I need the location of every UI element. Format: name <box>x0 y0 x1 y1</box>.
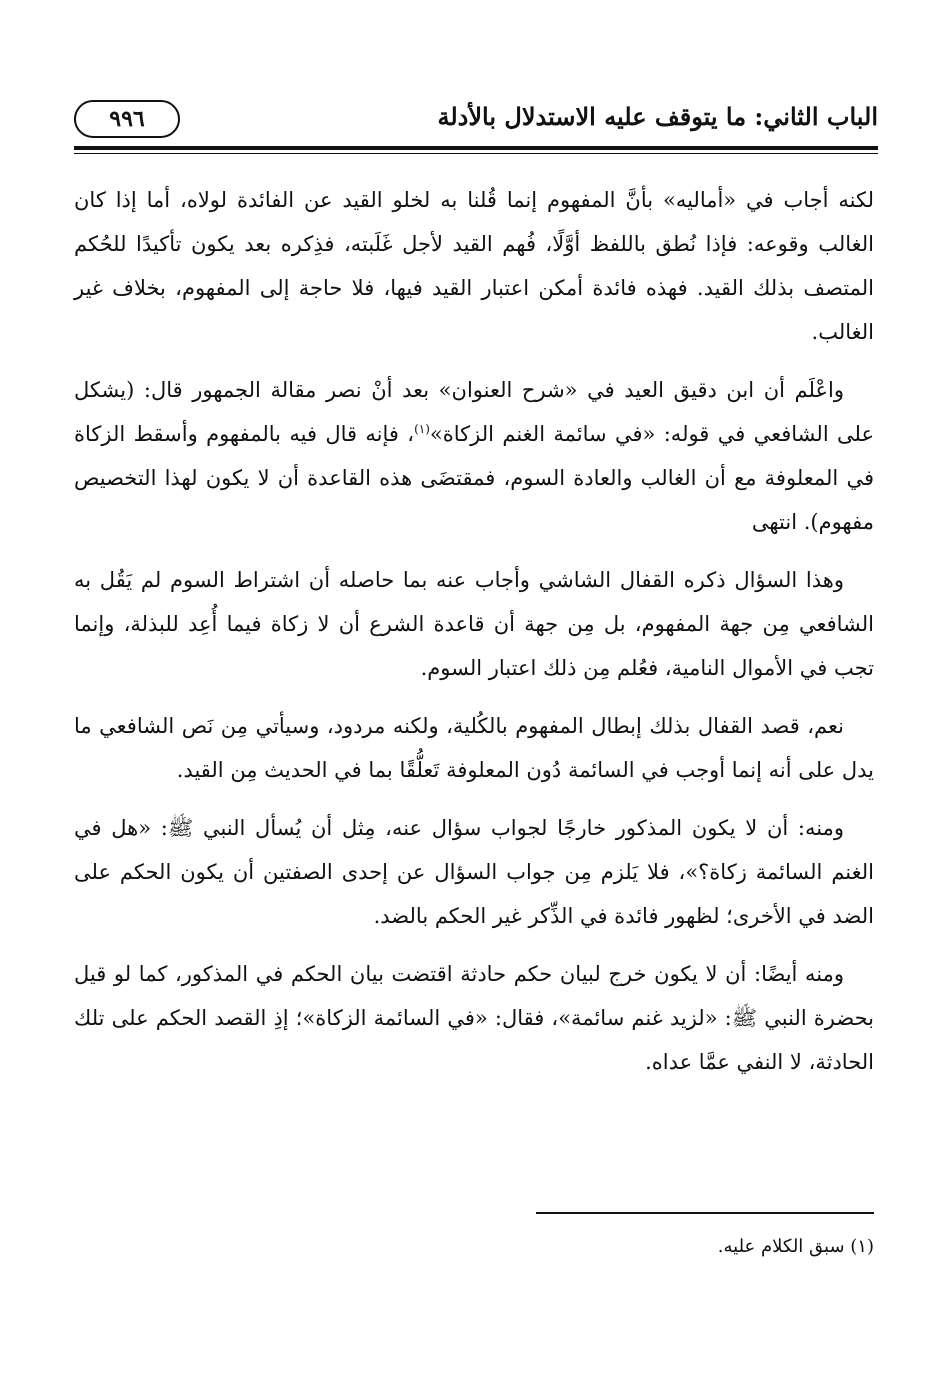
paragraph-4: نعم، قصد القفال بذلك إبطال المفهوم بالكُلية، ولكنه مردود، وسيأتي مِن نَص الشافعي ما يدل على أنه إنما أوجب في السائمة دُون المعلوفة تَعلُّقًا بما في الحديث مِن القيد. <box>74 714 874 782</box>
footnote-text: (١) سبق الكلام عليه. <box>717 1236 874 1257</box>
paragraph-3: وهذا السؤال ذكره القفال الشاشي وأجاب عنه بما حاصله أن اشتراط السوم لم يَقُل به الشافعي مِن جهة المفهوم، بل مِن جهة أن قاعدة الشرع أن لا زكاة فيما أُعِد للبذلة، وإنما تجب في الأموال النامية، فعُلم مِن ذلك اعتبار السوم. <box>74 568 874 680</box>
footnote-separator <box>536 1212 874 1214</box>
paragraph-6: ومنه أيضًا: أن لا يكون خرج لبيان حكم حادثة اقتضت بيان الحكم في المذكور، كما لو قيل بحضرة النبي ﷺ: «لزيد غنم سائمة»، فقال: «في السائمة الزكاة»؛ إذِ القصد الحكم على تلك الحادثة، لا النفي عمَّا عداه. <box>74 962 874 1074</box>
header-rule-thin <box>74 153 878 154</box>
paragraph-1: لكنه أجاب في «أماليه» بأنَّ المفهوم إنما قُلنا به لخلو القيد عن الفائدة لولاه، أما إذا كان الغالب وقوعه: فإذا نُطق باللفظ أوَّلًا، فُهم القيد لأجل غَلَبته، فذِكره بعد يكون تأكيدًا للحُكم المتصف بذلك القيد. فهذه فائدة أمكن اعتبار القيد فيها، فلا حاجة إلى المفهوم، بخلاف غير الغالب. <box>74 188 874 344</box>
footnote-reference: (١) <box>414 422 430 436</box>
paragraph-2 <box>74 368 874 544</box>
paragraph-5: ومنه: أن لا يكون المذكور خارجًا لجواب سؤال عنه، مِثل أن يُسأل النبي ﷺ: «هل في الغنم السائمة زكاة؟»، فلا يَلزم مِن جواب السؤال عن إحدى الصفتين أن يكون الحكم على الضد في الأخرى؛ لظهور فائدة في الذِّكر غير الحكم بالضد. <box>74 816 874 928</box>
header-rule-thick <box>74 146 878 150</box>
paragraph-2-part-2: ، فإنه قال فيه بالمفهوم وأسقط الزكاة في المعلوفة مع أن الغالب والعادة السوم، فمقتضَى هذه القاعدة أن لا يكون لهذا التخصيص مفهوم). انتهى <box>74 422 874 534</box>
main-text <box>74 178 874 1098</box>
page-number-badge <box>74 100 180 138</box>
page-header <box>74 98 878 148</box>
page-number: ٩٩٦ <box>109 106 145 132</box>
paragraph-2-part-1: واعْلَم أن ابن دقيق العيد في «شرح العنوان» بعد أنْ نصر مقالة الجمهور قال: (يشكل على الشافعي في قوله: «في سائمة الغنم الزكاة» <box>74 378 874 446</box>
chapter-title: الباب الثاني: ما يتوقف عليه الاستدلال بالأدلة <box>437 102 878 131</box>
